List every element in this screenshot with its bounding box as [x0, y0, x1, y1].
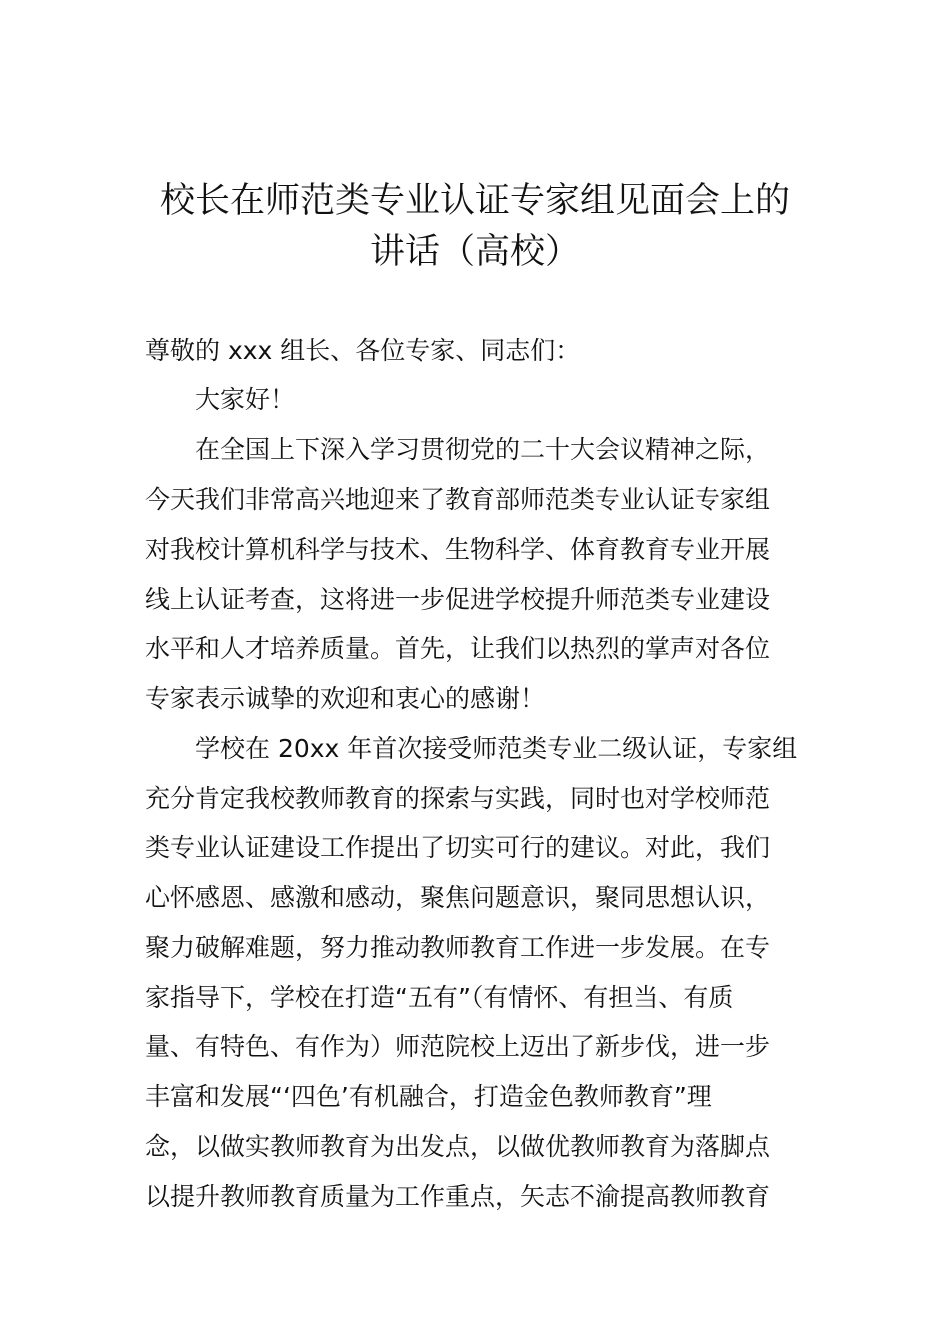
paragraph-2-line-4: 心怀感恩、感激和感动，聚焦问题意识，聚同思想认识，: [145, 883, 771, 912]
document-title-line-2: 讲话（高校）: [369, 232, 580, 272]
paragraph-1-line-3: 对我校计算机科学与技术、生物科学、体育教育专业开展: [145, 535, 771, 564]
paragraph-1-line-6: 专家表示诚挚的欢迎和衷心的感谢！: [145, 684, 546, 713]
paragraph-2-line-6: 家指导下，学校在打造“五有”（有情怀、有担当、有质: [145, 983, 734, 1012]
paragraph-2-line-9: 念，以做实教师教育为出发点，以做优教师教育为落脚点: [145, 1132, 771, 1161]
paragraph-1-line-1: 在全国上下深入学习贯彻党的二十大会议精神之际，: [195, 435, 771, 464]
paragraph-1-line-5: 水平和人才培养质量。首先，让我们以热烈的掌声对各位: [145, 634, 771, 663]
paragraph-1-line-2: 今天我们非常高兴地迎来了教育部师范类专业认证专家组: [145, 485, 771, 514]
paragraph-2-line-8: 丰富和发展“‘四色’有机融合，打造金色教师教育”理: [145, 1082, 712, 1111]
paragraph-2-line-5: 聚力破解难题，努力推动教师教育工作进一步发展。在专: [145, 933, 771, 962]
salutation: 尊敬的 xxx 组长、各位专家、同志们：: [145, 336, 581, 365]
greeting: 大家好！: [195, 385, 296, 414]
paragraph-2-line-7: 量、有特色、有作为）师范院校上迈出了新步伐，进一步: [145, 1032, 771, 1061]
paragraph-2-line-1: 学校在 20xx 年首次接受师范类专业二级认证，专家组: [195, 734, 798, 763]
paragraph-2-line-2: 充分肯定我校教师教育的探索与实践，同时也对学校师范: [145, 784, 771, 813]
document-title-line-1: 校长在师范类专业认证专家组见面会上的: [159, 181, 790, 221]
paragraph-1-line-4: 线上认证考查，这将进一步促进学校提升师范类专业建设: [145, 585, 771, 614]
paragraph-2-line-10: 以提升教师教育质量为工作重点，矢志不渝提高教师教育: [145, 1182, 771, 1211]
paragraph-2-line-3: 类专业认证建设工作提出了切实可行的建议。对此，我们: [145, 833, 771, 862]
